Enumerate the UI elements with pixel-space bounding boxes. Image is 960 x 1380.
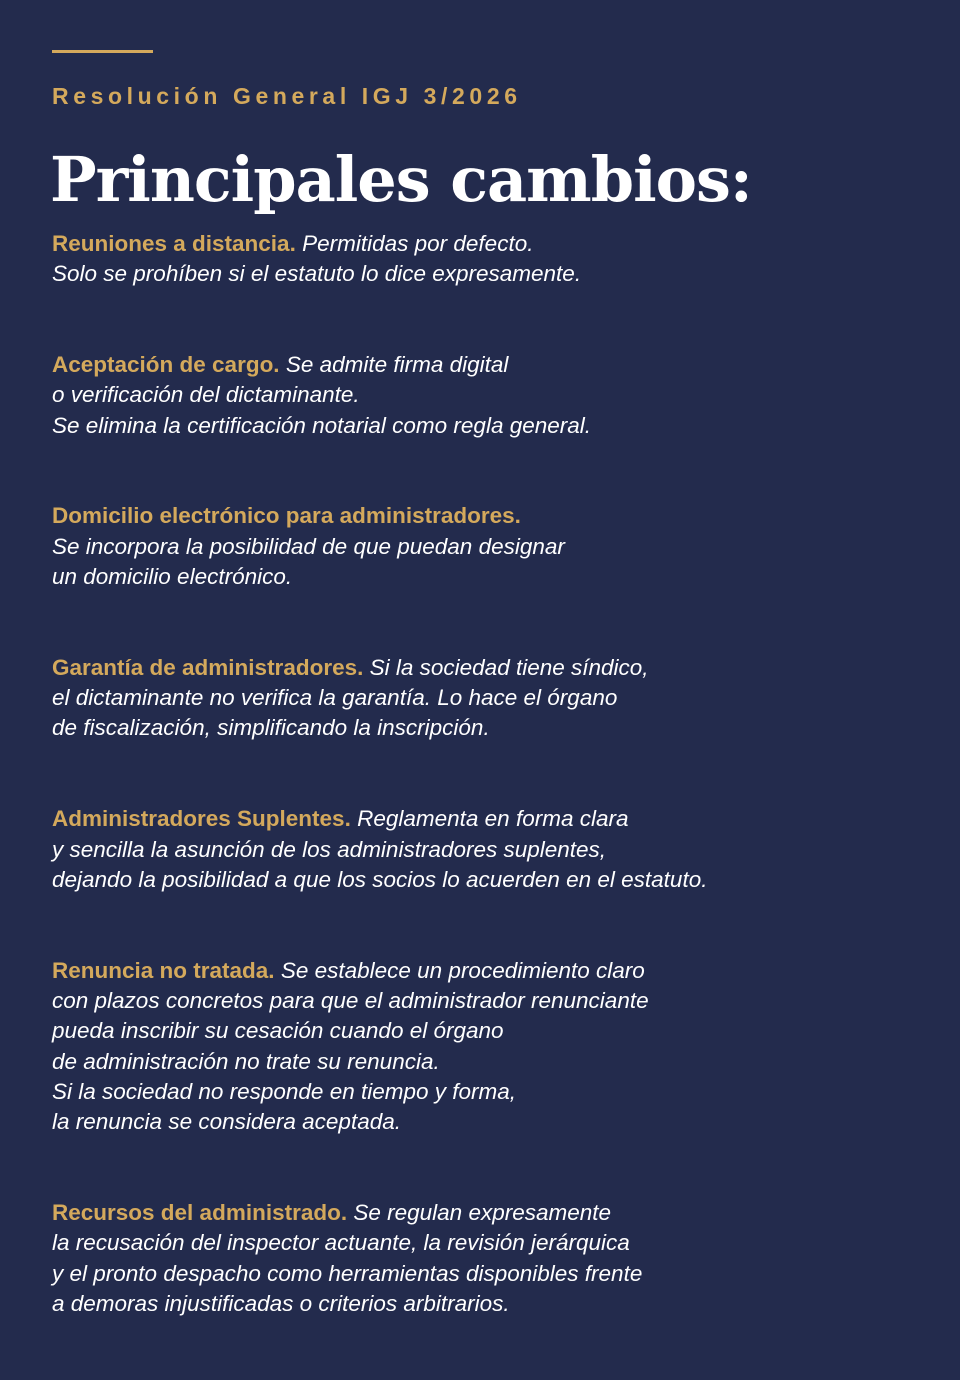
change-item (52, 956, 932, 1138)
change-text: de administración no trate su renuncia. (52, 1048, 440, 1074)
change-text: Se establece un procedimiento claro (280, 957, 645, 983)
change-text: Si la sociedad tiene síndico, (369, 654, 649, 680)
change-heading: Administradores Suplentes. (52, 806, 351, 832)
changes-list (52, 229, 932, 1380)
change-text: de fiscalización, simplificando la inscripción. (52, 715, 490, 741)
change-text: con plazos concretos para que el administrador renunciante (52, 987, 649, 1013)
change-heading: Renuncia no tratada. (52, 957, 275, 983)
change-item (52, 804, 932, 895)
change-text: Permitidas por defecto. (302, 231, 534, 256)
change-text: la renuncia se considera aceptada. (52, 1109, 401, 1135)
subtitle: Resolución General IGJ 3/2026 (52, 83, 522, 109)
change-text: y el pronto despacho como herramientas disponibles frente (52, 1260, 643, 1286)
change-line (52, 653, 932, 683)
change-item (52, 229, 932, 290)
change-heading: Reuniones a distancia. (52, 231, 296, 256)
change-text: o verificación del dictaminante. (52, 382, 360, 408)
change-text: Se incorpora la posibilidad de que puedan designar (52, 533, 565, 559)
change-text: dejando la posibilidad a que los socios lo acuerden en el estatuto. (52, 866, 708, 892)
change-heading: Garantía de administradores. (52, 654, 364, 680)
change-item (52, 1198, 932, 1319)
change-text: y sencilla la asunción de los administradores suplentes, (52, 836, 607, 862)
change-item (52, 653, 932, 744)
change-line (52, 804, 932, 834)
change-text: Solo se prohíben si el estatuto lo dice expresamente. (52, 261, 582, 287)
change-line (52, 350, 932, 380)
change-heading: Recursos del administrado. (52, 1199, 348, 1225)
change-item (52, 501, 932, 592)
change-text: pueda inscribir su cesación cuando el órgano (52, 1018, 504, 1044)
change-line (52, 501, 932, 531)
change-item (52, 350, 932, 441)
change-heading: Domicilio electrónico para administradores. (52, 503, 521, 529)
change-line (52, 956, 932, 986)
change-text: Se elimina la certificación notarial como regla general. (52, 412, 592, 438)
accent-line (52, 50, 153, 53)
change-text: el dictaminante no verifica la garantía. Lo hace el órgano (52, 685, 618, 711)
change-text: un domicilio electrónico. (52, 564, 293, 590)
change-text: Si la sociedad no responde en tiempo y forma, (52, 1078, 517, 1104)
change-text: Se regulan expresamente (353, 1199, 612, 1225)
change-heading: Aceptación de cargo. (52, 352, 280, 378)
change-text: Reglamenta en forma clara (357, 806, 629, 832)
change-line (52, 1198, 932, 1228)
change-text: la recusación del inspector actuante, la revisión jerárquica (52, 1230, 630, 1256)
page-title: Principales cambios: (50, 143, 752, 216)
change-text: a demoras injustificadas o criterios arbitrarios. (52, 1290, 510, 1316)
change-text: Se admite firma digital (285, 352, 509, 378)
change-line (52, 229, 932, 259)
